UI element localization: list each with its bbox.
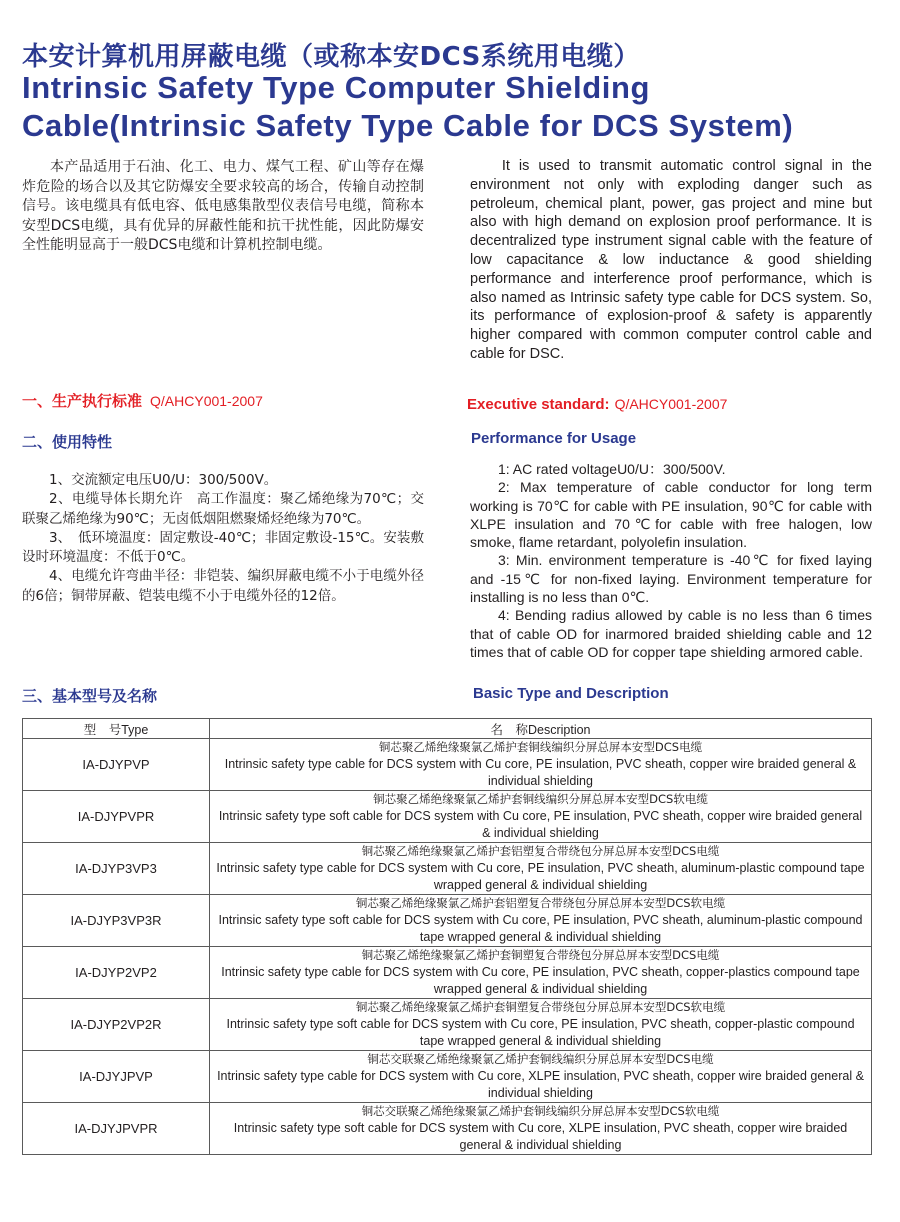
description-en: Intrinsic safety type soft cable for DCS system with Cu core, PE insulation, PVC sheath, aluminum-plastic compound tape wrapped general & individual shielding <box>218 913 863 944</box>
table-row <box>23 791 872 843</box>
usage-heading-en: Performance for Usage <box>471 430 637 447</box>
usage-item-en: 4: Bending radius allowed by cable is no less than 6 times that of cable OD for inarmored braided shielding cable and 12 times that of cable OD for copper tape shielding armored cable. <box>470 607 872 660</box>
standard-heading-en <box>467 396 727 413</box>
table-row <box>23 1103 872 1155</box>
standard-value-cn: Q/AHCY001-2007 <box>150 393 263 409</box>
description-en: Intrinsic safety type cable for DCS system with Cu core, PE insulation, PVC sheath, aluminum-plastic compound tape wrapped general & individual shielding <box>216 861 865 892</box>
type-code: IA-DJYPVPR <box>23 791 210 843</box>
usage-item-cn: 2、电缆导体长期允许 高工作温度：聚乙烯绝缘为70℃；交联聚乙烯绝缘为90℃；无卤低烟阻燃聚烯烃绝缘为70℃。 <box>22 491 424 527</box>
standard-heading-cn <box>22 390 263 411</box>
type-description <box>210 739 872 791</box>
intro-cn: 本产品适用于石油、化工、电力、煤气工程、矿山等存在爆炸危险的场合以及其它防爆安全要求较高的场合，传输自动控制信号。该电缆具有低电容、低电感集散型仪表信号电缆，简称本安型DCS电缆，具有优异的屏蔽性能和抗干扰性能，因此防爆安全性能明显高于一般DCS电缆和计算机控制电缆。 <box>22 159 424 253</box>
usage-list-cn <box>22 471 424 606</box>
description-cn: 铜芯聚乙烯绝缘聚氯乙烯护套铜线编织分屏总屏本安型DCS电缆 <box>378 740 703 754</box>
usage-list-en <box>470 460 872 661</box>
description-en: Intrinsic safety type cable for DCS system with Cu core, PE insulation, PVC sheath, copper-plastics compound tape wrapped general & individual shielding <box>221 965 860 996</box>
description-en: Intrinsic safety type cable for DCS system with Cu core, PE insulation, PVC sheath, copper wire braided general & individual shielding <box>224 757 857 788</box>
description-en: Intrinsic safety type cable for DCS system with Cu core, XLPE insulation, PVC sheath, copper wire braided general & individual shielding <box>217 1069 864 1100</box>
usage-item-cn: 4、电缆允许弯曲半径：非铠装、编织屏蔽电缆不小于电缆外径的6倍；铜带屏蔽、铠装电缆不小于电缆外径的12倍。 <box>22 568 424 604</box>
description-en: Intrinsic safety type soft cable for DCS system with Cu core, XLPE insulation, PVC sheath, copper wire braided general & individual shielding <box>233 1121 848 1152</box>
page-title-cn: 本安计算机用屏蔽电缆（或称本安DCS系统用电缆） <box>22 42 640 72</box>
type-code: IA-DJYP2VP2R <box>23 999 210 1051</box>
description-en: Intrinsic safety type soft cable for DCS system with Cu core, PE insulation, PVC sheath, copper wire braided general & individual shielding <box>218 809 863 840</box>
type-code: IA-DJYJPVP <box>23 1051 210 1103</box>
table-row <box>23 739 872 791</box>
type-description <box>210 999 872 1051</box>
types-heading-en: Basic Type and Description <box>473 685 669 702</box>
standard-label-en: Executive standard: <box>467 396 610 413</box>
description-cn: 铜芯聚乙烯绝缘聚氯乙烯护套铜塑复合带绕包分屏总屏本安型DCS软电缆 <box>355 1000 726 1014</box>
type-code: IA-DJYJPVPR <box>23 1103 210 1155</box>
column-header-description: 名 称Description <box>210 719 872 739</box>
standard-value-en: Q/AHCY001-2007 <box>614 396 728 412</box>
description-cn: 铜芯聚乙烯绝缘聚氯乙烯护套铜塑复合带绕包分屏总屏本安型DCS电缆 <box>361 948 720 962</box>
description-cn: 铜芯聚乙烯绝缘聚氯乙烯护套铜线编织分屏总屏本安型DCS软电缆 <box>373 792 708 806</box>
type-code: IA-DJYP2VP2 <box>23 947 210 999</box>
type-description <box>210 1103 872 1155</box>
usage-item-cn: 3、 低环境温度：固定敷设-40℃；非固定敷设-15℃。安装敷设时环境温度：不低于0℃。 <box>22 529 424 566</box>
page-title-en-line2: Cable(Intrinsic Safety Type Cable for DCS System) <box>22 108 794 143</box>
description-cn: 铜芯交联聚乙烯绝缘聚氯乙烯护套铜线编织分屏总屏本安型DCS软电缆 <box>361 1104 720 1118</box>
table-header-row <box>23 719 872 739</box>
table-row <box>23 999 872 1051</box>
column-header-type: 型 号Type <box>23 719 210 739</box>
table-row <box>23 1051 872 1103</box>
usage-item-en: 2: Max temperature of cable conductor for long term working is 70℃ for cable with PE insulation, 90℃ for cable with XLPE insulation and 70℃for cable with free halogen, low smoke, flame retardant, polyolefin insulation. <box>470 479 872 551</box>
table-row <box>23 895 872 947</box>
description-en: Intrinsic safety type soft cable for DCS system with Cu core, PE insulation, PVC sheath, copper-plastic compound tape wrapped general & individual shielding <box>226 1017 855 1048</box>
description-cn: 铜芯聚乙烯绝缘聚氯乙烯护套铝塑复合带绕包分屏总屏本安型DCS软电缆 <box>355 896 726 910</box>
table-row <box>23 843 872 895</box>
description-cn: 铜芯聚乙烯绝缘聚氯乙烯护套铝塑复合带绕包分屏总屏本安型DCS电缆 <box>361 844 720 858</box>
type-description <box>210 947 872 999</box>
type-code: IA-DJYPVP <box>23 739 210 791</box>
type-description <box>210 843 872 895</box>
page-title-en-line1: Intrinsic Safety Type Computer Shielding <box>22 70 651 105</box>
intro-en: It is used to transmit automatic control signal in the environment not only with exploding danger such as petroleum, chemical plant, power, gas project and mine but also with high demand on explosion proof performance. It is decentralized type instrument signal cable with the feature of low capacitance & low inductance & good shielding performance and interference proof performance, which is also named as Intrinsic safety type cable for DCS system. So, its performance of explosion-proof & safety is apparently higher compared with common computer control cable and cable for DSC. <box>470 158 872 362</box>
type-code: IA-DJYP3VP3 <box>23 843 210 895</box>
standard-label-cn: 一、生产执行标准 <box>22 393 143 410</box>
table-row <box>23 947 872 999</box>
usage-heading-cn: 二、使用特性 <box>22 434 113 451</box>
type-description <box>210 1051 872 1103</box>
usage-item-cn: 1、交流额定电压U0/U：300/500V。 <box>49 472 278 488</box>
usage-item-en: 3: Min. environment temperature is -40℃ for fixed laying and -15℃ for non-fixed laying. Environment temperature for installing is no less than 0℃. <box>470 552 872 606</box>
description-cn: 铜芯交联聚乙烯绝缘聚氯乙烯护套铜线编织分屏总屏本安型DCS电缆 <box>367 1052 714 1066</box>
type-description <box>210 895 872 947</box>
type-table <box>22 718 872 1155</box>
usage-item-en: 1: AC rated voltageU0/U：300/500V. <box>498 461 726 477</box>
type-description <box>210 791 872 843</box>
types-heading-cn: 三、基本型号及名称 <box>22 688 158 705</box>
type-code: IA-DJYP3VP3R <box>23 895 210 947</box>
